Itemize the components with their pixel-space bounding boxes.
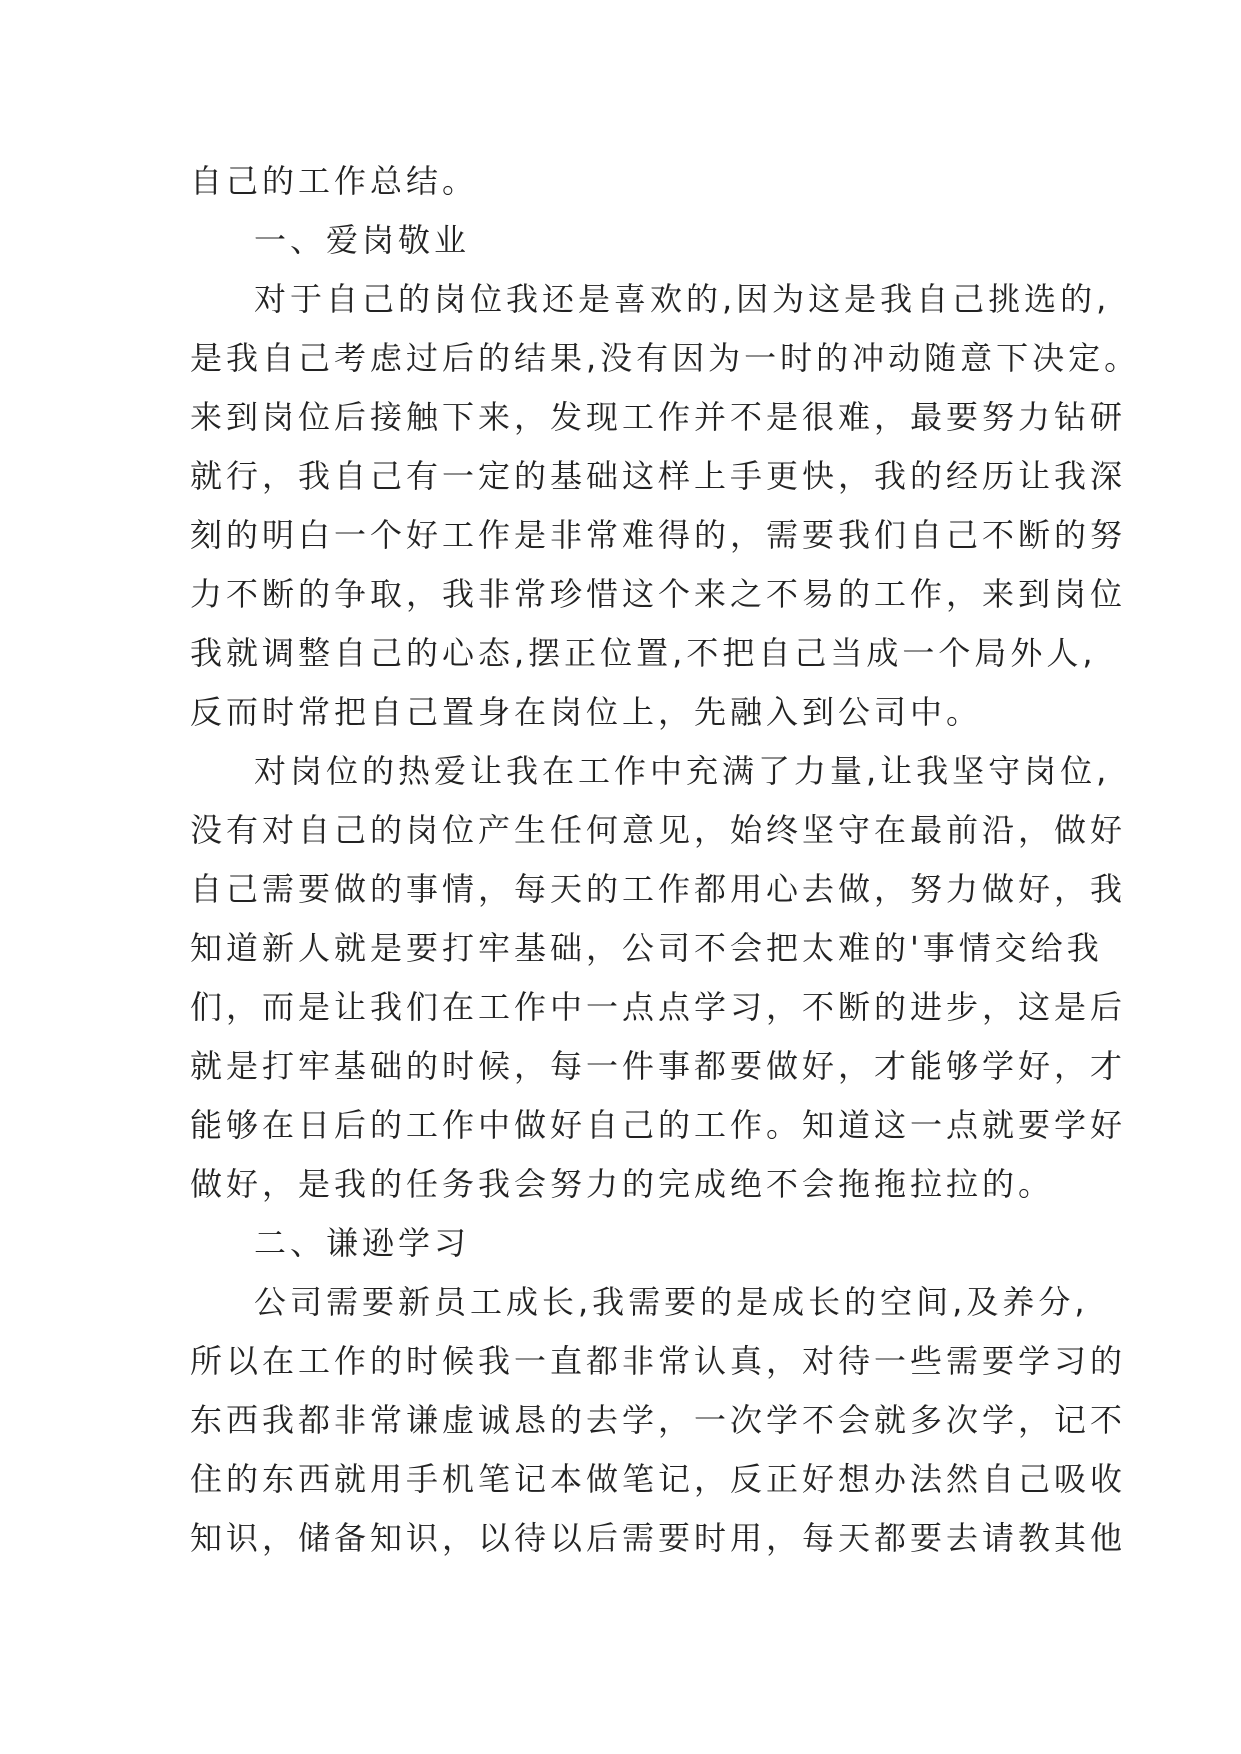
text-line: 所以在工作的时候我一直都非常认真，对待一些需要学习的 [190, 1342, 1127, 1380]
text-line: 们，而是让我们在工作中一点点学习，不断的进步，这是后 [190, 988, 1127, 1026]
section-heading: 一、爱岗敬业 [254, 221, 471, 259]
text-line: 就是打牢基础的时候，每一件事都要做好，才能够学好，才 [190, 1047, 1127, 1085]
text-line: 住的东西就用手机笔记本做笔记，反正好想办法然自己吸收 [190, 1460, 1127, 1498]
text-line: 做好，是我的任务我会努力的完成绝不会拖拖拉拉的。 [190, 1165, 1055, 1203]
text-line: 是我自己考虑过后的结果,没有因为一时的冲动随意下决定。 [190, 339, 1141, 377]
text-line: 没有对自己的岗位产生任何意见，始终坚守在最前沿，做好 [190, 811, 1127, 849]
text-line: 知识，储备知识，以待以后需要时用，每天都要去请教其他 [190, 1519, 1127, 1557]
text-line: 知道新人就是要打牢基础，公司不会把太难的'事情交给我 [190, 929, 1103, 967]
text-line: 就行，我自己有一定的基础这样上手更快，我的经历让我深 [190, 457, 1127, 495]
document-body [190, 152, 1141, 1568]
text-line: 对岗位的热爱让我在工作中充满了力量,让我坚守岗位, [254, 752, 1111, 790]
text-line: 力不断的争取，我非常珍惜这个来之不易的工作，来到岗位 [190, 575, 1127, 613]
text-line: 自己需要做的事情，每天的工作都用心去做，努力做好，我 [190, 870, 1127, 908]
text-line: 对于自己的岗位我还是喜欢的,因为这是我自己挑选的, [254, 280, 1111, 318]
text-line: 自己的工作总结。 [190, 162, 479, 200]
text-line: 能够在日后的工作中做好自己的工作。知道这一点就要学好 [190, 1106, 1127, 1144]
section-heading: 二、谦逊学习 [254, 1224, 471, 1262]
text-line: 反而时常把自己置身在岗位上，先融入到公司中。 [190, 693, 983, 731]
text-line: 我就调整自己的心态,摆正位置,不把自己当成一个局外人, [190, 634, 1097, 672]
text-line: 东西我都非常谦虚诚恳的去学，一次学不会就多次学，记不 [190, 1401, 1127, 1439]
text-line: 公司需要新员工成长,我需要的是成长的空间,及养分, [254, 1283, 1089, 1321]
text-line: 来到岗位后接触下来，发现工作并不是很难，最要努力钻研 [190, 398, 1127, 436]
text-line: 刻的明白一个好工作是非常难得的，需要我们自己不断的努 [190, 516, 1127, 554]
